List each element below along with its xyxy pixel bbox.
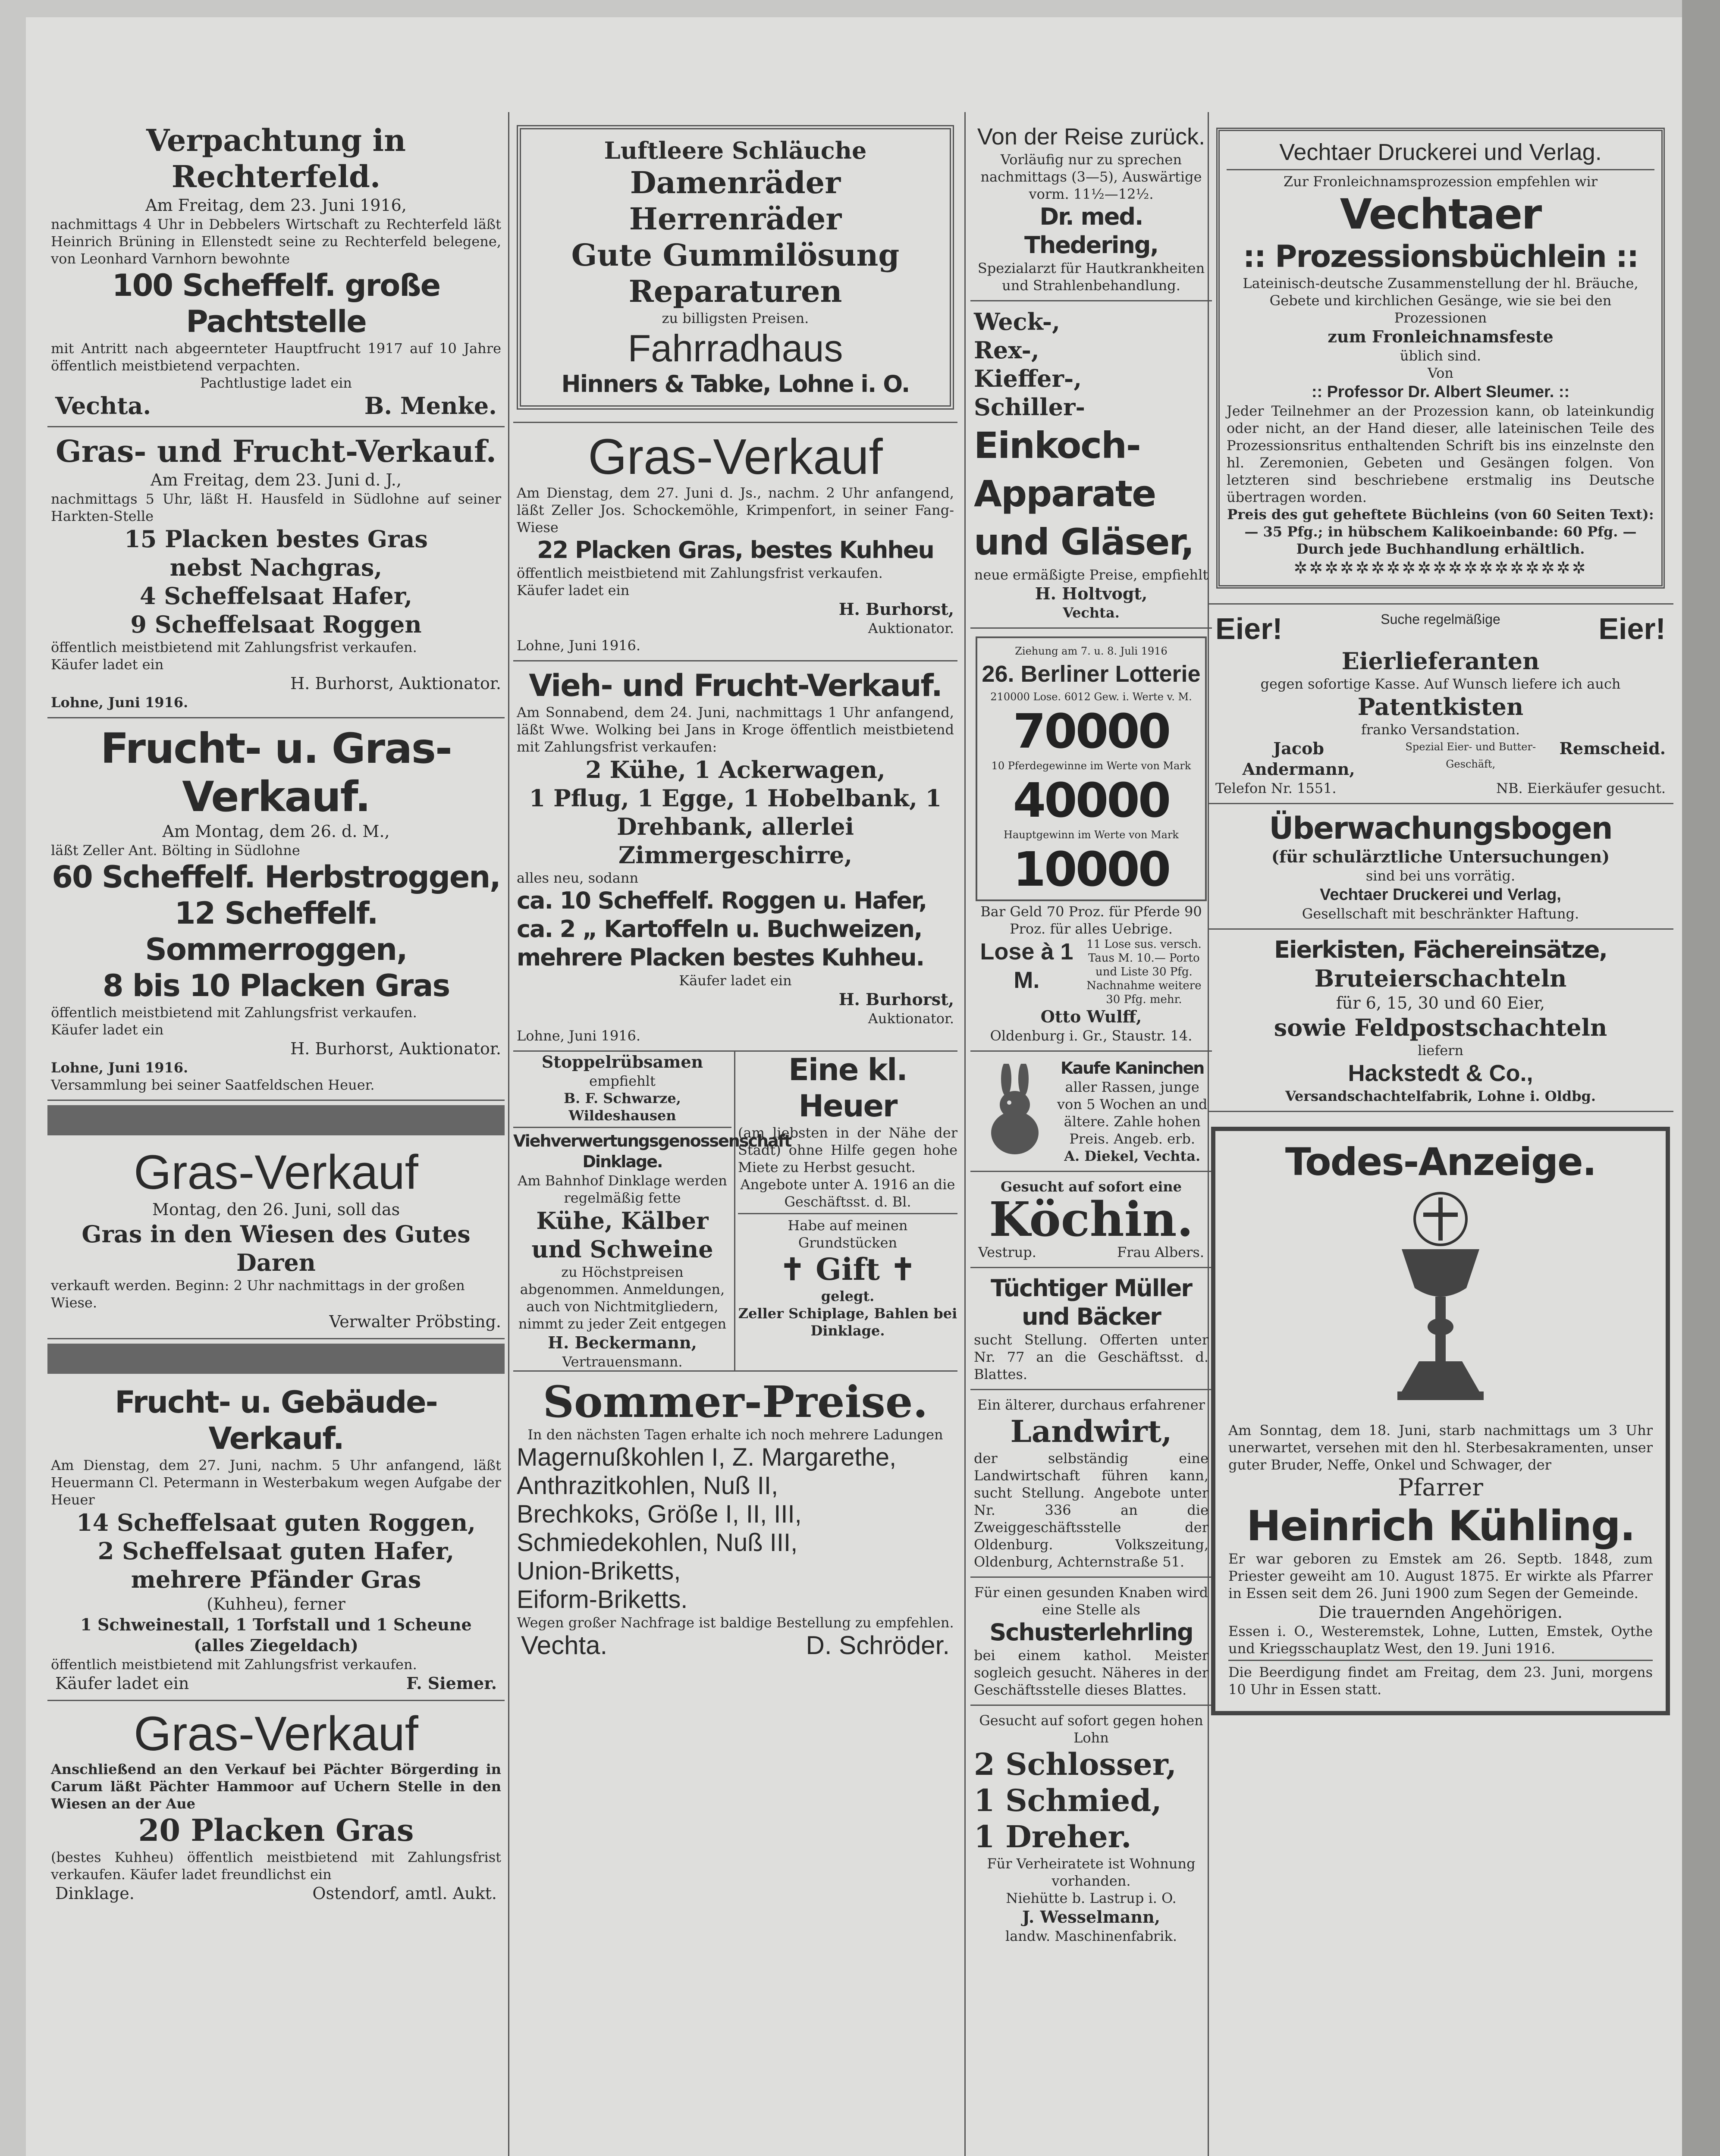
ad-item: Luftleere Schläuche bbox=[604, 137, 867, 164]
ad-place: Dinklage. bbox=[55, 1884, 135, 1903]
ad-body: Habe auf meinen Grundstücken bbox=[788, 1217, 908, 1251]
ad-item: 1 Dreher. bbox=[974, 1819, 1132, 1855]
ad-headline: 22 Placken Gras, bestes Kuhheu bbox=[537, 536, 934, 564]
ad-body: Zur Fronleichnamsprozession empfehlen wir bbox=[1283, 173, 1598, 190]
column-2 bbox=[513, 116, 957, 1666]
ad-body: Angebote unter A. 1916 an die Geschäftsst. d. Bl. bbox=[740, 1176, 955, 1210]
ad-body: öffentlich meistbietend mit Zahlungsfrist verkaufen. bbox=[51, 1656, 417, 1673]
ad-body: Am Sonnabend, dem 24. Juni, nachmittags 1 Uhr anfangend, läßt Wwe. Wolking bei Jans in Kroge öffentlich meistbietend mit Zahlungsfrist verkaufen: bbox=[517, 704, 954, 755]
ad-schusterlehrling bbox=[970, 1578, 1212, 1706]
ad-title: Stoppelrübsamen bbox=[541, 1052, 703, 1072]
prize-amount: 10000 bbox=[1013, 842, 1170, 897]
column-1 bbox=[47, 116, 505, 1910]
ad-place: Vechta. bbox=[521, 1631, 608, 1660]
ad-body: Essen i. O., Westeremstek, Lohne, Lutten, Emstek, Oythe und Kriegsschauplatz West, den 19. Juni 1916. bbox=[1228, 1623, 1653, 1657]
ad-title: Gras- und Frucht-Verkauf. bbox=[55, 433, 497, 469]
ad-item: Herrenräder bbox=[629, 201, 842, 237]
ad-signature: H. Burhorst, Auktionator. bbox=[290, 1039, 501, 1058]
ad-item: Kieffer-, bbox=[974, 365, 1082, 392]
ad-place: Remscheid. bbox=[1559, 739, 1666, 758]
prize-amount: 40000 bbox=[1013, 773, 1170, 828]
ad-title: Todes-Anzeige. bbox=[1285, 1140, 1596, 1184]
ad-headline: Landwirt, bbox=[1010, 1413, 1172, 1449]
ad-body: üblich sind. bbox=[1400, 348, 1481, 364]
ad-todesanzeige bbox=[1208, 1112, 1673, 1727]
ad-body: Lateinisch-deutsche Zusammenstellung der hl. Bräuche, Gebete und kirchlichen Gesänge, wie sie bei den Prozessionen bbox=[1243, 275, 1638, 326]
ad-item: 60 Scheffelf. Herbstroggen, bbox=[52, 859, 500, 895]
ad-body: Am Dienstag, dem 27. Juni d. Js., nachm. 2 Uhr anfangend, läßt Zeller Jos. Schockemöhle, Krimpenfort, in seiner Fang-Wiese bbox=[517, 485, 954, 536]
ad-title: :: Prozessionsbüchlein :: bbox=[1243, 239, 1638, 274]
ad-body: aller Rassen, junge von 5 Wochen an und ältere. Zahle hohen Preis. Angeb. erb. bbox=[1057, 1079, 1208, 1147]
ad-body: Bar Geld 70 Proz. für Pferde 90 Proz. für alles Uebrige. bbox=[980, 903, 1202, 937]
ad-note: Versammlung bei seiner Saatfeldschen Heuer. bbox=[51, 1077, 375, 1093]
ad-signature: H. Burhorst, bbox=[838, 990, 954, 1009]
ad-body: Für einen gesunden Knaben wird eine Stelle als bbox=[974, 1584, 1208, 1618]
ad-body: läßt Zeller Ant. Bölting in Südlohne bbox=[51, 842, 300, 859]
ad-place: Vechta. bbox=[1063, 605, 1120, 621]
ad-title: Eine kl. Heuer bbox=[788, 1052, 907, 1124]
ad-einkochapparate bbox=[970, 301, 1212, 629]
ad-role: Vertrauensmann. bbox=[562, 1354, 683, 1370]
ad-split-row bbox=[513, 1052, 957, 1372]
ad-subtitle: Pfarrer bbox=[1398, 1474, 1483, 1501]
ad-body: Jeder Teilnehmer an der Prozession kann, ob lateinkundig oder nicht, an der Hand dieser, alle lateinischen Teile des Prozessionsritus enthaltenden Schrift bis ins einzelnste den hl. Zeremonien, Gebeten und Gesängen folgen. Von letzteren sind beschriebene erstmalig ins Deutsche übertragen worden. bbox=[1227, 403, 1654, 505]
ad-item: 1 Schweinestall, 1 Torfstall und 1 Scheune bbox=[80, 1615, 472, 1634]
ad-price: Preis des gut geheftete Büchleins (von 60 Seiten Text): — 35 Pfg.; in hübschem Kalikoeinbande: 60 Pfg. — bbox=[1227, 506, 1654, 540]
ad-item: ca. 10 Scheffelf. Roggen u. Hafer, bbox=[517, 887, 927, 914]
ad-body: Spezialarzt für Hautkrankheiten und Strahlenbehandlung. bbox=[977, 260, 1205, 294]
cross-icon: ✝ bbox=[780, 1251, 816, 1287]
ad-item: Union-Briketts, bbox=[517, 1557, 681, 1585]
ad-verpachtung bbox=[47, 116, 505, 427]
ad-item: Brechkoks, Größe I, II, III, bbox=[517, 1500, 802, 1528]
ad-signature: H. Burhorst, bbox=[838, 599, 954, 619]
ad-schlosser bbox=[970, 1706, 1212, 1951]
ad-ueberwachungsbogen bbox=[1208, 804, 1673, 930]
ad-frucht-gras bbox=[47, 718, 505, 1101]
ad-body: Von bbox=[1427, 365, 1454, 381]
ad-frucht-gebaeude bbox=[47, 1378, 505, 1701]
ad-address: Oldenburg i. Gr., Staustr. 14. bbox=[990, 1028, 1193, 1044]
ad-body: zu Höchstpreisen abgenommen. Anmeldungen, auch von Nichtmitgliedern, nimmt zu jeder Zeit entgegen bbox=[518, 1264, 727, 1332]
ad-item: 2 Kühe, 1 Ackerwagen, bbox=[585, 756, 885, 783]
ad-item: 8 bis 10 Placken Gras bbox=[102, 968, 450, 1003]
ad-gras-verkauf-daren bbox=[47, 1140, 505, 1339]
ad-role: Versandschachtelfabrik, Lohne i. Oldbg. bbox=[1285, 1088, 1596, 1104]
ad-headline: Apparate bbox=[974, 473, 1156, 515]
ad-subtitle: zum Fronleichnamsfeste bbox=[1328, 327, 1554, 346]
ad-item: Eierkisten, Fächereinsätze, bbox=[1274, 936, 1607, 963]
ad-signature: H. Beckermann, bbox=[548, 1333, 697, 1352]
ad-body: 210000 Lose. 6012 Gew. i. Werte v. M. bbox=[990, 691, 1192, 703]
ad-vieh-frucht bbox=[513, 661, 957, 1052]
ad-body: öffentlich meistbietend mit Zahlungsfrist verkaufen. bbox=[51, 1004, 417, 1021]
ad-body: Am Sonntag, dem 18. Juni, starb nachmittags um 3 Uhr unerwartet, versehen mit den hl. Sterbesakramenten, unser guter Bruder, Neffe, Onkel und Schwager, der bbox=[1228, 1422, 1653, 1473]
column-rule bbox=[964, 112, 966, 2156]
ad-headline: Gras in den Wiesen des Gutes Daren bbox=[82, 1220, 471, 1276]
ad-kaninchen bbox=[970, 1052, 1212, 1172]
ad-body: Hauptgewinn im Werte von Mark bbox=[1004, 829, 1179, 841]
ad-signature: Hinners & Tabke, Lohne i. O. bbox=[561, 370, 910, 398]
ad-title: Sommer-Preise. bbox=[543, 1376, 928, 1427]
ad-item: mehrere Placken bestes Kuhheu. bbox=[517, 944, 924, 971]
ad-invite: Käufer ladet ein bbox=[517, 582, 630, 599]
ad-headline: Kühe, Kälber und Schweine bbox=[531, 1207, 713, 1263]
ad-body: Am Dienstag, dem 27. Juni, nachm. 5 Uhr anfangend, läßt Heuermann Cl. Petermann in Westerbakum wegen Aufgabe der Heuer bbox=[51, 1457, 501, 1508]
ad-gras-verkauf-krimpenfort bbox=[513, 423, 957, 661]
ad-headline: Eier! bbox=[1215, 612, 1283, 646]
ad-invite: Käufer ladet ein bbox=[51, 656, 164, 673]
ad-title: Gras-Verkauf bbox=[134, 1145, 418, 1199]
ad-body: 10 Pferdegewinne im Werte von Mark bbox=[991, 760, 1191, 772]
ad-signature: Hackstedt & Co., bbox=[1348, 1060, 1533, 1086]
ad-body: gegen sofortige Kasse. Auf Wunsch liefere ich auch bbox=[1260, 676, 1621, 692]
ad-item-note: (alles Ziegeldach) bbox=[194, 1636, 358, 1655]
ad-body: öffentlich meistbietend mit Zahlungsfrist verkaufen. bbox=[51, 639, 417, 655]
ad-item: 4 Scheffelsaat Hafer, bbox=[139, 582, 413, 610]
ad-title: Verpachtung in Rechterfeld. bbox=[146, 122, 406, 194]
ad-headline: Heinrich Kühling. bbox=[1246, 1502, 1635, 1550]
ad-body: nachmittags 5 Uhr, läßt H. Hausfeld in Südlohne auf seiner Harkten-Stelle bbox=[51, 491, 501, 524]
ad-title: Patentkisten bbox=[1357, 693, 1524, 721]
ad-date: Am Freitag, dem 23. Juni d. J., bbox=[151, 470, 402, 489]
ad-item: Eiform-Briketts. bbox=[517, 1586, 688, 1614]
ad-item: Damenräder bbox=[630, 165, 841, 201]
ad-place: Lohne, Juni 1916. bbox=[51, 694, 188, 711]
ad-body: (am liebsten in der Nähe der Stadt) ohne Hilfe gegen hohe Miete zu Herbst gesucht. bbox=[738, 1125, 957, 1175]
ad-signature: Vechtaer Druckerei und Verlag, bbox=[1320, 886, 1561, 904]
ad-signature: Otto Wulff, bbox=[1040, 1007, 1142, 1026]
ad-signature: H. Burhorst, Auktionator. bbox=[290, 674, 501, 693]
ad-gras-verkauf-carum bbox=[47, 1701, 505, 1910]
ad-place: Lohne, Juni 1916. bbox=[517, 1028, 641, 1044]
ad-item: ca. 2 „ Kartoffeln u. Buchweizen, bbox=[517, 915, 922, 943]
ad-body: sucht Stellung. Offerten unter Nr. 77 an die Geschäftsst. d. Blattes. bbox=[974, 1332, 1208, 1382]
ad-body: für 6, 15, 30 und 60 Eier, bbox=[1336, 993, 1545, 1012]
ad-title: Vechtaer bbox=[1340, 190, 1541, 238]
ad-eier bbox=[1208, 605, 1673, 804]
ad-phone: Telefon Nr. 1551. bbox=[1215, 780, 1337, 796]
ad-item: Schiller- bbox=[974, 393, 1085, 421]
ad-title: Viehverwertungsgenossenschaft Dinklage. bbox=[513, 1131, 791, 1171]
ad-eierkisten bbox=[1208, 930, 1673, 1112]
ad-date: Am Montag, dem 26. d. M., bbox=[162, 822, 390, 841]
ad-headline: Köchin. bbox=[989, 1191, 1193, 1247]
ad-date: Am Freitag, dem 23. Juni 1916, bbox=[145, 196, 407, 215]
ad-signature: Frau Albers. bbox=[1117, 1244, 1204, 1260]
ad-body: öffentlich meistbietend mit Zahlungsfrist verkaufen. bbox=[517, 565, 883, 581]
ad-title: Gras-Verkauf bbox=[134, 1707, 418, 1761]
page-edge bbox=[1682, 0, 1720, 2156]
ad-date: Montag, den 26. Juni, soll das bbox=[152, 1200, 400, 1219]
ad-headline: Fahrradhaus bbox=[628, 327, 843, 370]
ad-item: Anthrazitkohlen, Nuß II, bbox=[517, 1472, 778, 1500]
ornament-border: ✲✲✲✲✲✲✲✲✲✲✲✲✲✲✲✲✲✲✲ bbox=[1293, 558, 1588, 577]
ad-title: Tüchtiger Müller und Bäcker bbox=[990, 1275, 1192, 1330]
ad-item: sowie Feldpostschachteln bbox=[1274, 1014, 1607, 1041]
ad-title: Überwachungsbogen bbox=[1269, 811, 1612, 846]
ad-date: Ziehung am 7. u. 8. Juli 1916 bbox=[1015, 645, 1168, 657]
ad-item: nebst Nachgras, bbox=[169, 554, 383, 581]
ad-item: mehrere Pfänder Gras bbox=[131, 1566, 421, 1593]
prize-amount: 70000 bbox=[1013, 704, 1170, 759]
ad-body: nachmittags 4 Uhr in Debbelers Wirtschaft zu Rechterfeld läßt Heinrich Brüning in Ellenstedt seine zu Rechterfeld belegene, von Leonhard Varnhorn bewohnte bbox=[51, 216, 501, 267]
ad-body: Suche regelmäßige bbox=[1381, 611, 1500, 627]
ad-item: Gute Gummilösung bbox=[571, 237, 900, 273]
separator-bar bbox=[47, 1105, 505, 1135]
ad-note: NB. Eierkäufer gesucht. bbox=[1496, 780, 1666, 796]
ad-sommer-preise bbox=[513, 1372, 957, 1666]
ad-body: verkauft werden. Beginn: 2 Uhr nachmittags in der großen Wiese. bbox=[51, 1277, 465, 1311]
ad-title: Frucht- u. Gras-Verkauf. bbox=[100, 724, 452, 821]
ad-item: 1 Pflug, 1 Egge, 1 Hobelbank, 1 Drehbank, allerlei Zimmergeschirre, bbox=[529, 784, 942, 869]
ad-item: Magernußkohlen I, Z. Margarethe, bbox=[517, 1443, 897, 1471]
ad-signature: J. Wesselmann, bbox=[1022, 1907, 1160, 1927]
ad-signature: Zeller Schiplage, Bahlen bei Dinklage. bbox=[738, 1305, 957, 1339]
ad-signature: Dr. med. Thedering, bbox=[1024, 203, 1158, 259]
ad-signature: Jacob Andermann, bbox=[1242, 739, 1355, 779]
ad-lotterie bbox=[970, 629, 1212, 1052]
ad-role: Auktionator. bbox=[868, 620, 954, 636]
ad-body: In den nächsten Tagen erhalte ich noch mehrere Ladungen bbox=[527, 1426, 943, 1443]
ad-body: Für Verheiratete ist Wohnung vorhanden. bbox=[987, 1855, 1196, 1889]
ad-title: 26. Berliner Lotterie bbox=[982, 661, 1201, 687]
ad-body: bei einem kathol. Meister sogleich gesucht. Näheres in der Geschäftsstelle dieses Blattes. bbox=[974, 1647, 1208, 1698]
ad-place: Lohne, Juni 1916. bbox=[517, 637, 641, 654]
ad-von-der-reise bbox=[970, 116, 1212, 301]
ad-body: Vorläufig nur zu sprechen nachmittags (3—5), Auswärtige vorm. 11½—12½. bbox=[980, 151, 1202, 202]
ad-subtitle: (für schulärztliche Untersuchungen) bbox=[1271, 847, 1610, 866]
ad-landwirt bbox=[970, 1390, 1212, 1578]
ad-body: Ein älterer, durchaus erfahrener bbox=[977, 1397, 1205, 1413]
column-3 bbox=[970, 116, 1212, 1951]
ad-title: Frucht- u. Gebäude-Verkauf. bbox=[115, 1385, 437, 1456]
ad-body: Die Beerdigung findet am Freitag, dem 23. Juni, morgens 10 Uhr in Essen statt. bbox=[1228, 1664, 1653, 1698]
ad-title: Vieh- und Frucht-Verkauf. bbox=[529, 668, 942, 703]
ad-headline: ✝ Gift ✝ bbox=[780, 1251, 916, 1287]
ad-publisher: Vechtaer Druckerei und Verlag. bbox=[1279, 139, 1602, 165]
ad-item: 1 Schmied, bbox=[974, 1783, 1162, 1818]
rabbit-icon bbox=[974, 1058, 1056, 1165]
ad-signature: F. Siemer. bbox=[406, 1673, 497, 1693]
ad-place: Vechta. bbox=[55, 392, 151, 420]
ad-signature: B. F. Schwarze, Wildeshausen bbox=[564, 1090, 681, 1124]
ad-body: Gesucht auf sofort gegen hohen Lohn bbox=[979, 1712, 1203, 1746]
ad-item: 2 Scheffelsaat guten Hafer, bbox=[97, 1537, 455, 1565]
ad-body: liefern bbox=[1417, 1042, 1464, 1059]
ad-body: der selbständig eine Landwirtschaft führen kann, sucht Stellung. Angebote unter Nr. 336 an die Zweiggeschäftsstelle der Oldenburg. Volkszeitung, Oldenburg, Achternstraße 51. bbox=[974, 1450, 1208, 1570]
ad-mourners: Die trauernden Angehörigen. bbox=[1318, 1603, 1563, 1622]
ad-signature: Verwalter Pröbsting. bbox=[329, 1312, 501, 1331]
ad-invite: Käufer ladet ein bbox=[55, 1674, 189, 1693]
ad-title: Gras-Verkauf bbox=[588, 429, 883, 485]
ad-item: 15 Placken bestes Gras bbox=[124, 525, 428, 553]
ad-item: Schmiedekohlen, Nuß III, bbox=[517, 1529, 798, 1557]
ad-item: Reparaturen bbox=[628, 273, 842, 309]
ad-headline: 20 Placken Gras bbox=[138, 1812, 414, 1848]
ad-headline: Schusterlehrling bbox=[989, 1619, 1193, 1646]
ad-headline: Lose à 1 M. bbox=[980, 939, 1073, 993]
ad-invite: Käufer ladet ein bbox=[679, 972, 792, 989]
ad-item: 9 Scheffelsaat Roggen bbox=[130, 611, 422, 638]
ad-item: 2 Schlosser, bbox=[974, 1746, 1177, 1782]
ad-body: Am Bahnhof Dinklage werden regelmäßig fette bbox=[518, 1172, 727, 1206]
ad-signature: Ostendorf, amtl. Aukt. bbox=[312, 1884, 497, 1903]
ad-title: Kaufe Kaninchen bbox=[1061, 1059, 1204, 1078]
ad-role: Gesellschaft mit beschränkter Haftung. bbox=[1302, 906, 1579, 922]
ad-prozessionsbuechlein bbox=[1208, 116, 1673, 605]
ad-mueller-baecker bbox=[970, 1268, 1212, 1390]
ad-item: Bruteierschachteln bbox=[1314, 965, 1567, 992]
ad-role: landw. Maschinenfabrik. bbox=[1005, 1928, 1177, 1944]
ad-item: 14 Scheffelsaat guten Roggen, bbox=[76, 1509, 476, 1536]
ad-role: Auktionator. bbox=[868, 1010, 954, 1027]
ad-invite: Käufer ladet ein bbox=[51, 1022, 164, 1038]
ad-place: Niehütte b. Lastrup i. O. bbox=[1006, 1890, 1177, 1906]
ad-item-note: (Kuhheu), ferner bbox=[207, 1595, 345, 1614]
ad-body: 11 Lose sus. versch. Taus M. 10.— Porto und Liste 30 Pfg. Nachnahme weitere 30 Pfg. mehr. bbox=[1086, 938, 1202, 1006]
ad-body: Gesucht auf sofort eine bbox=[1001, 1178, 1182, 1195]
column-4 bbox=[1208, 116, 1673, 1727]
ad-place: Lohne, Juni 1916. bbox=[51, 1059, 188, 1076]
ad-headline: Eier! bbox=[1598, 612, 1666, 646]
ad-headline: 100 Scheffelf. große Pachtstelle bbox=[112, 268, 440, 339]
ad-body: franko Versandstation. bbox=[1361, 721, 1520, 738]
ad-body: Durch jede Buchhandlung erhältlich. bbox=[1296, 541, 1585, 557]
ad-item: Weck-, bbox=[974, 308, 1060, 335]
ad-note: Wegen großer Nachfrage ist baldige Bestellung zu empfehlen. bbox=[517, 1614, 954, 1631]
ad-invite: Pachtlustige ladet ein bbox=[200, 375, 352, 391]
ad-fahrradhaus bbox=[513, 116, 957, 423]
ad-signature: H. Holtvogt, bbox=[1035, 584, 1148, 603]
ad-koechin bbox=[970, 1172, 1212, 1268]
ad-body: Spezial Eier- und Butter-Geschäft, bbox=[1405, 741, 1536, 770]
separator-bar bbox=[47, 1344, 505, 1374]
ad-item: Rex-, bbox=[974, 336, 1039, 364]
ad-body: Er war geboren zu Emstek am 26. Septb. 1848, zum Priester geweiht am 10. August 1875. Er wirkte als Pfarrer in Essen seit dem 26. Juni 1900 zum Segen der Gemeinde. bbox=[1228, 1551, 1653, 1601]
cross-icon: ✝ bbox=[879, 1251, 916, 1287]
ad-headline: und Gläser, bbox=[974, 521, 1194, 563]
ad-body: neue ermäßigte Preise, empfiehlt bbox=[974, 567, 1208, 583]
column-rule bbox=[508, 112, 509, 2156]
ad-author: :: Professor Dr. Albert Sleumer. :: bbox=[1311, 383, 1570, 401]
ad-title: Eierlieferanten bbox=[1341, 647, 1540, 675]
ad-body: gelegt. bbox=[821, 1288, 875, 1304]
ad-body: sind bei uns vorrätig. bbox=[1365, 868, 1516, 884]
ad-body: alles neu, sodann bbox=[517, 870, 639, 886]
ad-body: Anschließend an den Verkauf bei Pächter Börgerding in Carum läßt Pächter Hammoor auf Uchern Stelle in den Wiesen an der Aue bbox=[51, 1761, 501, 1812]
ad-title: Von der Reise zurück. bbox=[977, 124, 1205, 150]
ad-place: Vestrup. bbox=[978, 1244, 1036, 1260]
ad-body: (bestes Kuhheu) öffentlich meistbietend mit Zahlungsfrist verkaufen. Käufer ladet freundlichst ein bbox=[51, 1849, 501, 1883]
ad-body: mit Antritt nach abgeernteter Hauptfrucht 1917 auf 10 Jahre öffentlich meistbietend verpachten. bbox=[51, 340, 501, 374]
chalice-icon bbox=[1228, 1189, 1653, 1413]
ad-headline: Einkoch- bbox=[974, 424, 1140, 467]
ad-body: empfiehlt bbox=[589, 1073, 656, 1089]
ad-signature: D. Schröder. bbox=[806, 1631, 950, 1660]
ad-body: zu billigsten Preisen. bbox=[662, 310, 809, 326]
ad-signature: B. Menke. bbox=[364, 392, 497, 420]
ad-gras-frucht bbox=[47, 427, 505, 718]
ad-item: 12 Scheffelf. Sommerroggen, bbox=[145, 896, 407, 967]
ad-signature: A. Diekel, Vechta. bbox=[1064, 1148, 1201, 1164]
